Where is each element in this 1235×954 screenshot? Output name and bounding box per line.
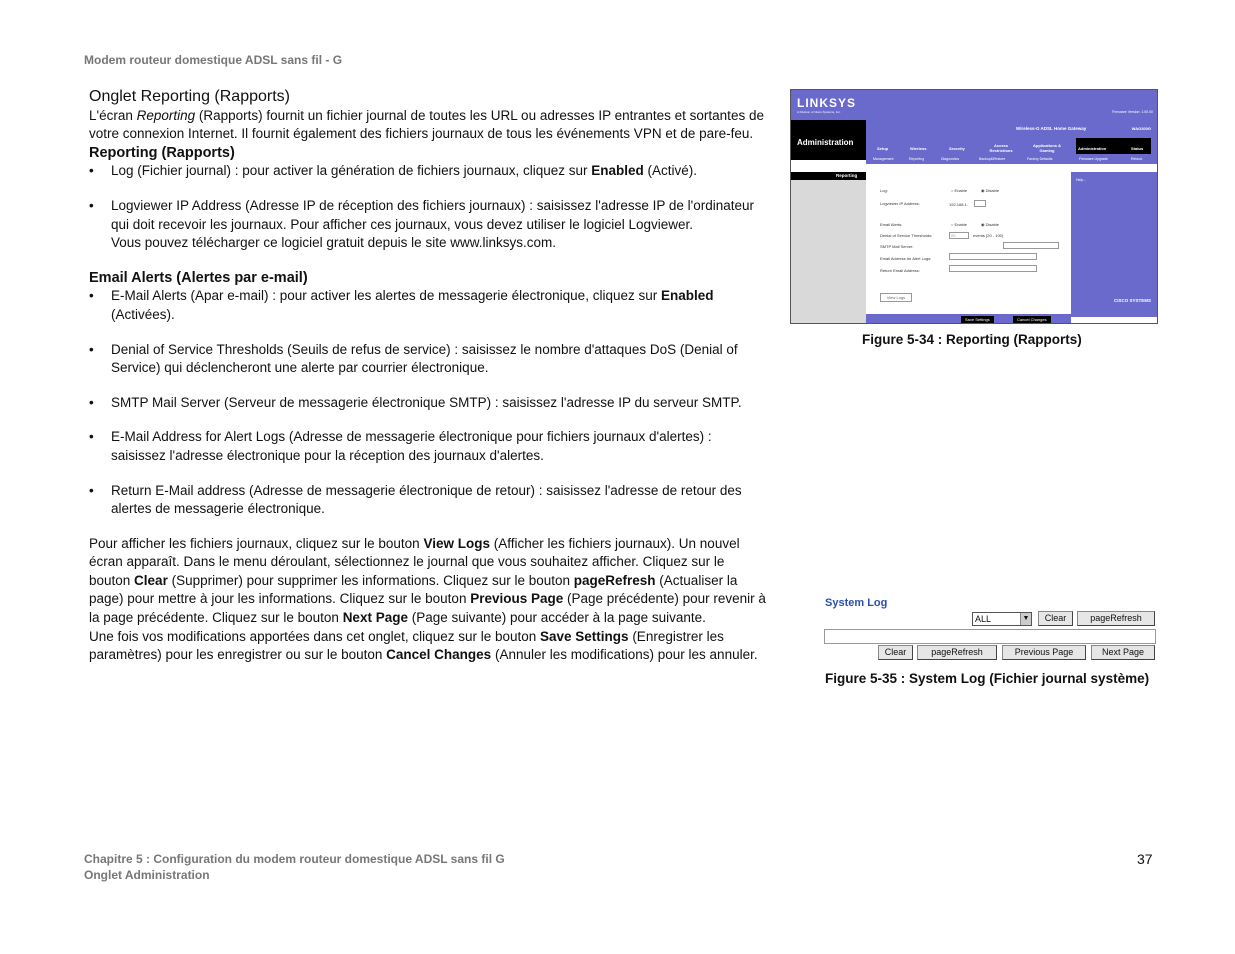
subtab-firmware[interactable]: Firmware Upgrade — [1079, 157, 1108, 161]
linksys-logo: LINKSYS — [797, 96, 857, 110]
return-email-input[interactable] — [949, 265, 1037, 272]
firmware-version: Firmware Version: 1.00.00 — [1112, 110, 1153, 114]
email-disable-radio[interactable]: ◉ Disable — [981, 222, 999, 227]
clear-button[interactable]: Clear — [1038, 611, 1073, 626]
section-title: Onglet Reporting (Rapports) — [89, 88, 290, 105]
return-email-label: Return Email Address: — [880, 268, 920, 273]
dos-label: Denial of Service Thresholds: — [880, 233, 933, 238]
log-disable-radio[interactable]: ◉ Disable — [981, 188, 999, 193]
previous-page-button[interactable]: Previous Page — [1002, 645, 1086, 660]
cancel-changes-button[interactable]: Cancel Changes — [1013, 316, 1051, 323]
nav-tab-status[interactable]: Status — [1131, 146, 1144, 151]
log-label: Log: — [880, 188, 888, 193]
smtp-label: SMTP Mail Server: — [880, 244, 914, 249]
help-panel: Help... — [1071, 172, 1157, 317]
list-item: • E-Mail Address for Alert Logs (Adresse de messagerie électronique pour fichiers journaux d'alertes) : saisissez l'adresse électronique pour la réception des journaux d'alertes. — [89, 429, 712, 463]
chevron-down-icon[interactable]: ▼ — [1020, 613, 1031, 625]
nav-tab-security[interactable]: Security — [949, 146, 965, 151]
subtab-management[interactable]: Management — [873, 157, 894, 161]
log-enable-radio[interactable]: ○ Enable — [951, 188, 967, 193]
alert-email-input[interactable] — [949, 253, 1037, 260]
running-header: Modem routeur domestique ADSL sans fil - G — [84, 53, 343, 67]
figure-caption: Figure 5-35 : System Log (Fichier journal système) — [825, 671, 1150, 686]
subtab-reboot[interactable]: Reboot — [1131, 157, 1143, 161]
reporting-list — [89, 162, 767, 252]
page-refresh-button[interactable]: pageRefresh — [917, 645, 997, 660]
view-logs-paragraph: Pour afficher les fichiers journaux, cliquez sur le bouton View Logs (Afficher les fichiers journaux). Un nouvel écran apparaît. Dans le menu déroulant, sélectionnez le journal que vous souhaitez afficher. Cliquez sur le bouton Clear (Supprimer) pour supprimer les informations. Cliquez sur le bouton pageRefresh (Actualiser la page) pour mettre à jour les informations. Cliquez sur le bouton Previous Page (Page précédente) pour revenir à la page précédente. Cliquez sur le bouton Next Page (Page suivante) pour accéder à la page suivante. — [89, 535, 766, 626]
reporting-screenshot: LINKSYS A Division of Cisco Systems, Inc. Firmware Version: 1.00.00 Administration Wireless-G ADSL Home Gateway WAG200G Setup Wireless Security Access Restrictions Applications & Gaming Administration Status Management Reporting Diagnostics Backup&Restore Factory Defaults Firmware Upgrade Reboot Reporting Help... Log: ○ Enable ◉ Disable Logviewer IP Address: 192.168.1. Email Alerts: ○ Enable ◉ Disable Denial of Service Thresholds: 20 events (20 - 100) SMTP Mail Server: Email Address for Alert Logs: Return Email Address: View Logs Save Settings Cancel Changes CISCO SYSTEMS — [790, 89, 1158, 324]
email-heading: Email Alerts (Alertes par e-mail) — [89, 269, 308, 286]
intro-paragraph: L'écran Reporting (Rapports) fournit un fichier journal de toutes les URL ou adresses IP entrantes et sortantes de votre connexion Internet. Il fournit également des fichiers journaux de tous les événements VPN et de pare-feu. — [89, 107, 764, 142]
list-item: • SMTP Mail Server (Serveur de messagerie électronique SMTP) : saisissez l'adresse IP du serveur SMTP. — [89, 394, 742, 410]
view-logs-button[interactable]: View Logs — [880, 293, 912, 302]
reporting-heading: Reporting (Rapports) — [89, 144, 235, 161]
next-page-button[interactable]: Next Page — [1091, 645, 1155, 660]
nav-tab-access[interactable]: Access Restrictions — [989, 143, 1013, 153]
list-item: • Denial of Service Thresholds (Seuils de refus de service) : saisissez le nombre d'attaques DoS (Denial of Service) qui déclencheront une alerte par courrier électronique. — [89, 341, 738, 376]
model-name: Wireless-G ADSL Home Gateway — [1016, 126, 1087, 131]
section-label: Administration — [797, 138, 854, 147]
dos-input[interactable]: 20 — [949, 232, 969, 239]
list-item: • Logviewer IP Address (Adresse IP de réception des fichiers journaux) : saisissez l'adresse IP de l'ordinateur qui doit recevoir les journaux. Pour afficher ces journaux, vous devez utiliser le logiciel Logviewer. Vous pouvez télécharger ce logiciel gratuit depuis le site www.linksys.com. — [89, 197, 754, 251]
nav-tab-setup[interactable]: Setup — [877, 146, 889, 151]
footer: Chapitre 5 : Configuration du modem routeur domestique ADSL sans fil G Onglet Administration — [84, 852, 505, 882]
log-type-select[interactable]: ALL ▼ — [972, 612, 1032, 626]
page-number: 37 — [1137, 851, 1153, 867]
list-item: • E-Mail Alerts (Apar e-mail) : pour activer les alertes de messagerie électronique, cliquez sur Enabled (Activées). — [89, 288, 714, 322]
nav-tab-applications[interactable]: Applications & Gaming — [1032, 143, 1061, 153]
clear-button[interactable]: Clear — [878, 645, 913, 660]
system-log-title: System Log — [825, 597, 888, 609]
email-enable-radio[interactable]: ○ Enable — [951, 222, 967, 227]
subtab-diagnostics[interactable]: Diagnostics — [941, 157, 960, 161]
log-display-area — [824, 629, 1156, 644]
list-item: • Log (Fichier journal) : pour activer la génération de fichiers journaux, cliquez sur Enabled (Activé). — [89, 163, 698, 179]
save-paragraph: Une fois vos modifications apportées dans cet onglet, cliquez sur le bouton Save Settings (Enregistrer les paramètres) pour les enregistrer ou sur le bouton Cancel Changes (Annuler les modifications) pour les annuler. — [89, 628, 758, 663]
main-text — [89, 88, 767, 665]
nav-tab-administration[interactable]: Administration — [1078, 146, 1107, 151]
subtab-factory[interactable]: Factory Defaults — [1027, 157, 1053, 161]
cisco-logo: CISCO SYSTEMS — [1113, 298, 1151, 303]
logviewer-ip-input[interactable] — [974, 200, 986, 207]
page-refresh-button[interactable]: pageRefresh — [1077, 611, 1155, 626]
nav-tab-wireless[interactable]: Wireless — [910, 146, 927, 151]
email-list — [89, 287, 767, 518]
subtab-reporting[interactable]: Reporting — [909, 157, 925, 161]
side-label: Reporting — [836, 173, 858, 178]
alert-email-label: Email Address for Alert Logs: — [880, 256, 932, 261]
subtab-backup[interactable]: Backup&Restore — [979, 157, 1006, 161]
save-settings-button[interactable]: Save Settings — [961, 316, 994, 323]
figure-caption: Figure 5-34 : Reporting (Rapports) — [862, 332, 1082, 347]
list-item: • Return E-Mail address (Adresse de messagerie électronique de retour) : saisissez l'adresse de retour des alertes de messagerie électronique. — [89, 482, 742, 517]
smtp-input[interactable] — [1003, 242, 1059, 249]
model-id: WAG200G — [1131, 126, 1151, 131]
email-alerts-label: Email Alerts: — [880, 222, 903, 227]
logviewer-label: Logviewer IP Address: — [880, 201, 920, 206]
